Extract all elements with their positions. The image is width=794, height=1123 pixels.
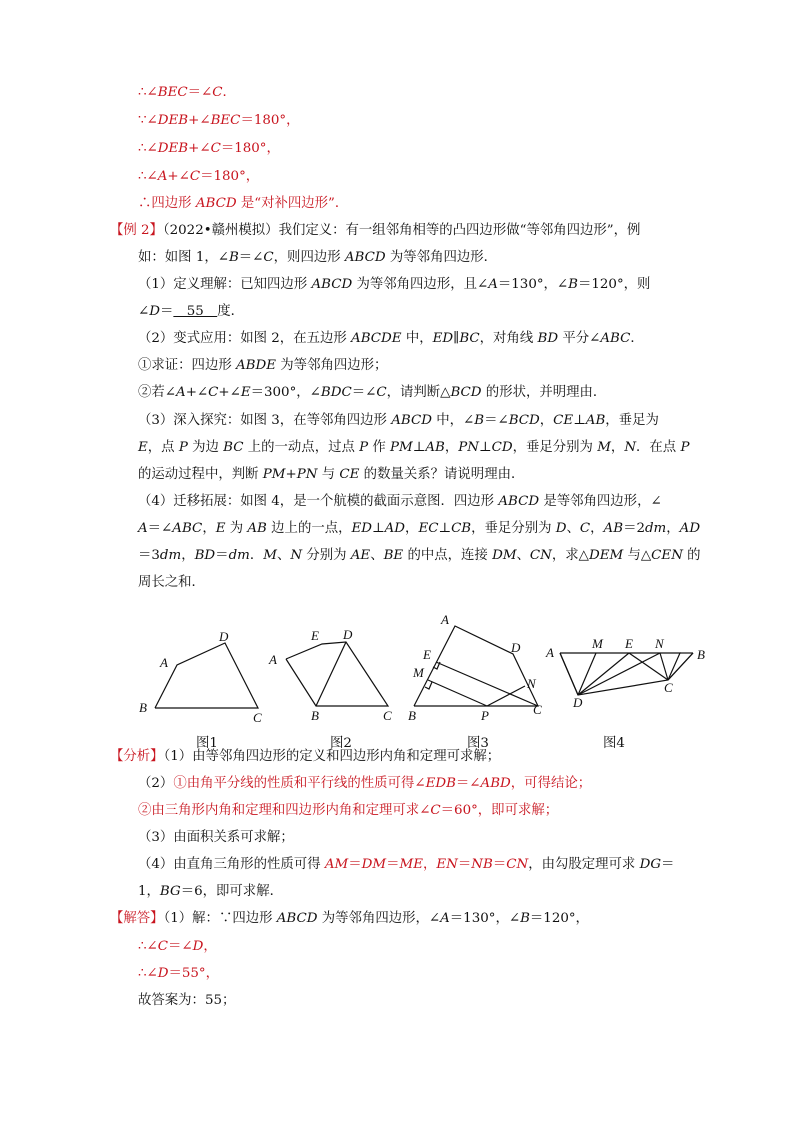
fig3-label-p: P: [481, 708, 489, 723]
fig1-quadrilateral: [155, 643, 258, 708]
fig3-label-m: M: [413, 665, 424, 680]
text-line: ∴∠A+∠C＝180°，: [138, 169, 260, 184]
text-line: ②若∠A+∠C+∠E＝300°，∠BDC＝∠C，请判断△BCD 的形状，并明理由．: [138, 385, 607, 400]
fig3-label-b: B: [408, 708, 416, 723]
text-line: 【解答】（1）解：∵四边形 ABCD 为等邻角四边形，∠A＝130°，∠B＝120°，: [110, 911, 589, 926]
text-line: ＝3dm，BD＝dm．M、N 分别为 AE、BE 的中点，连接 DM、CN，求△DEM 与△CEN 的: [138, 548, 701, 563]
text-line: ∴∠BEC＝∠C．: [138, 85, 236, 100]
caption-fig4: 图4: [603, 736, 625, 751]
fig3-label-a: A: [441, 612, 449, 627]
text-line: ∴∠D＝55°，: [138, 966, 220, 981]
text-line: （4）由直角三角形的性质可得 AM＝DM＝ME，EN＝NB＝CN，由勾股定理可求 DG＝: [138, 857, 675, 872]
text-line: ∴四边形 ABCD 是“对补四边形”．: [138, 196, 349, 211]
fig1-label-b: B: [139, 700, 147, 715]
fig4-label-b: B: [697, 647, 705, 662]
text-line: A＝∠ABC，E 为 AB 边上的一点，ED⊥AD，EC⊥CB，垂足分别为 D、C，AB＝2dm，AD: [138, 521, 701, 536]
fig4-ed: [578, 653, 629, 695]
fig4-dm: [578, 653, 596, 695]
caption-fig2: 图2: [330, 736, 352, 751]
fig1-label-c: C: [253, 710, 262, 725]
caption-fig3: 图3: [467, 736, 489, 751]
text-line: ∴∠DEB+∠C＝180°，: [138, 141, 280, 156]
text-line: ∴∠C＝∠D，: [138, 939, 217, 954]
text-line: 的运动过程中，判断 PM+PN 与 CE 的数量关系？请说明理由．: [138, 467, 525, 482]
fig2-label-e: E: [311, 628, 319, 643]
fig4-ad: [560, 653, 578, 695]
fig2-label-d: D: [343, 627, 353, 642]
fig4-label-n: N: [655, 636, 664, 651]
text-line: 周长之和．: [138, 575, 205, 590]
fig3-label-d: D: [511, 640, 521, 655]
text-line: （1）定义理解：已知四边形 ABCD 为等邻角四边形，且∠A＝130°，∠B＝120°，则: [138, 277, 651, 292]
fig3-ce: [436, 662, 538, 706]
fig3-label-n: N: [527, 676, 536, 691]
fig4-label-c: C: [664, 680, 673, 695]
fig2-pentagon: [286, 642, 388, 706]
text-line: （3）由面积关系可求解；: [138, 830, 294, 845]
text-line: 1，BG＝6，即可求解．: [138, 884, 283, 899]
text-line: ①求证：四边形 ABDE 为等邻角四边形；: [138, 358, 388, 373]
fig3-quadrilateral: [414, 626, 538, 706]
fig4-cb2: [668, 653, 693, 680]
fig2-label-a: A: [269, 652, 277, 667]
text-line: E，点 P 为边 BC 上的一动点，过点 P 作 PM⊥AB，PN⊥CD，垂足分别为 M，N．在点 P: [138, 440, 690, 455]
text-line: ∵∠DEB+∠BEC＝180°，: [138, 113, 300, 128]
fig2-diagonal-bd: [316, 642, 346, 706]
fig3-label-e: E: [423, 647, 431, 662]
caption-fig1: 图1: [196, 736, 218, 751]
fig4-label-m: M: [592, 636, 603, 651]
text-line: 【分析】（1）由等邻角四边形的定义和四边形内角和定理可求解；: [110, 749, 501, 764]
fig3-label-c: C: [533, 702, 542, 717]
fig2-label-c: C: [383, 708, 392, 723]
text-line: （2）①由角平分线的性质和平行线的性质可得∠EDB＝∠ABD，可得结论；: [138, 776, 592, 791]
text-line: ②由三角形内角和定理和四边形内角和定理可求∠C＝60°，即可求解；: [138, 803, 559, 818]
text-line: （3）深入探究：如图 3，在等邻角四边形 ABCD 中，∠B＝∠BCD，CE⊥AB，垂足为: [138, 413, 659, 428]
text-line: （2）变式应用：如图 2，在五边形 ABCDE 中，ED∥BC，对角线 BD 平分∠ABC．: [138, 331, 644, 346]
text-line: 如：如图 1，∠B＝∠C，则四边形 ABCD 为等邻角四边形．: [138, 250, 498, 265]
fig3-pn: [487, 686, 525, 706]
fig2-label-b: B: [311, 708, 319, 723]
fig4-label-a: A: [546, 645, 554, 660]
fig1-label-d: D: [219, 629, 229, 644]
text-line: （4）迁移拓展：如图 4，是一个航模的截面示意图．四边形 ABCD 是等邻角四边形，∠: [138, 494, 662, 509]
fig4-label-e: E: [625, 636, 633, 651]
text-line: 故答案为：55；: [138, 993, 236, 1008]
text-line: 【例 2】（2022•赣州模拟）我们定义：有一组邻角相等的凸四边形做“等邻角四边形”，例: [110, 223, 641, 238]
fig1-label-a: A: [160, 655, 168, 670]
fig4-label-d: D: [573, 695, 583, 710]
text-line: ∠D＝ 55 度．: [138, 304, 244, 319]
fig3-pm: [428, 680, 487, 706]
